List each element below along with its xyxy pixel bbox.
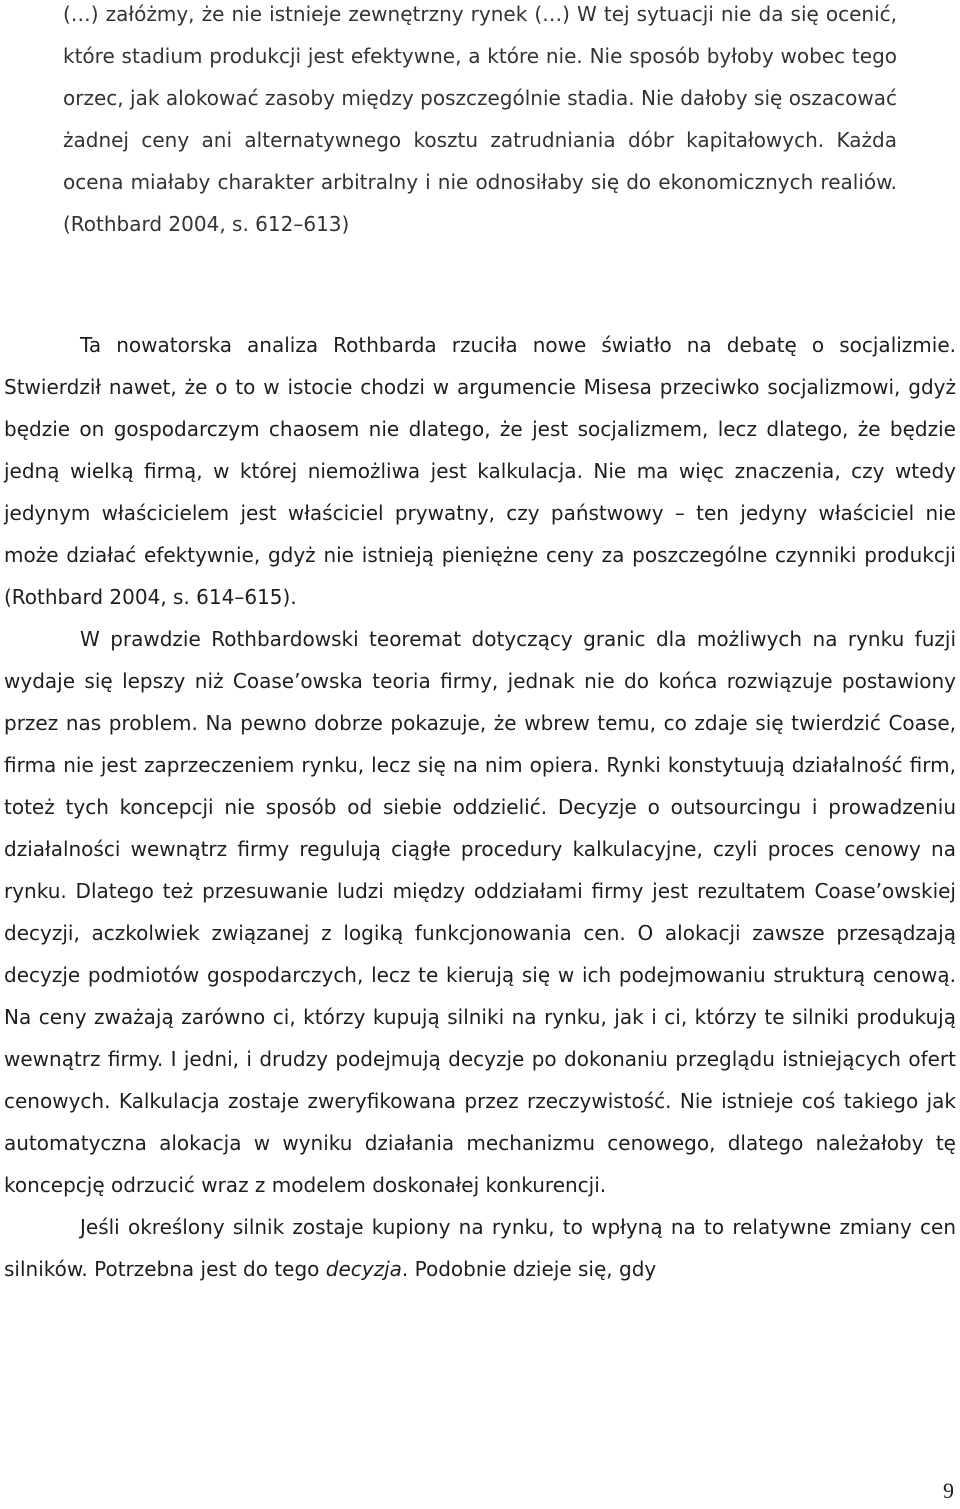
paragraph-3 bbox=[4, 1206, 956, 1290]
paragraph-1: Ta nowatorska analiza Rothbarda rzuciła nowe światło na debatę o socjalizmie. Stwierdził nawet, że o to w istocie chodzi w argumencie Misesa przeciwko socjalizmowi, gdyż będzie on gospodarczym chaosem nie dlatego, że jest socjalizmem, lecz dlatego, że będzie jedną wielką firmą, w której niemożliwa jest kalkulacja. Nie ma więc znaczenia, czy wtedy jedynym właścicielem jest właściciel prywatny, czy państwowy – ten jedyny właściciel nie może działać efektywnie, gdyż nie istnieją pieniężne ceny za poszczególne czynniki produkcji (Rothbard 2004, s. 614–615). bbox=[4, 333, 956, 609]
paragraph-2: W prawdzie Rothbardowski teoremat dotyczący granic dla możliwych na rynku fuzji wydaje się lepszy niż Coase’owska teoria firmy, jednak nie do końca rozwiązuje postawiony przez nas problem. Na pewno dobrze pokazuje, że wbrew temu, co zdaje się twierdzić Coase, firma nie jest zaprzeczeniem rynku, lecz się na nim opiera. Rynki konstytuują działalność firm, toteż tych koncepcji nie sposób od siebie oddzielić. Decyzje o outsourcingu i prowadzeniu działalności wewnątrz firmy regulują ciągłe procedury kalkulacyjne, czyli proces cenowy na rynku. Dlatego też przesuwanie ludzi między oddziałami firmy jest rezultatem Coase’owskiej decyzji, aczkolwiek związanej z logiką funkcjonowania cen. O alokacji zawsze przesądzają decyzje podmiotów gospodarczych, lecz te kierują się w ich podejmowaniu strukturą cenową. Na ceny zważają zarówno ci, którzy kupują silniki na rynku, jak i ci, którzy te silniki produkują wewnątrz firmy. I jedni, i drudzy podejmują decyzje po dokonaniu przeglądu istniejących ofert cenowych. Kalkulacja zostaje zweryfikowana przez rzeczywistość. Nie istnieje coś takiego jak automatyczna alokacja w wyniku działania mechanizmu cenowego, dlatego należałoby tę koncepcję odrzucić wraz z modelem doskonałej konkurencji. bbox=[4, 627, 956, 1197]
paragraph-3-text-end: . Podobnie dzieje się, gdy bbox=[401, 1257, 657, 1281]
block-quote: (…) załóżmy, że nie istnieje zewnętrzny rynek (…) W tej sytuacji nie da się ocenić, które stadium produkcji jest efektywne, a które nie. Nie sposób byłoby wobec tego orzec, jak alokować zasoby między poszczególnie stadia. Nie dałoby się oszacować żadnej ceny ani alternatywnego kosztu zatrudniania dóbr kapitałowych. Każda ocena miałaby charakter arbitralny i nie odnosiłaby się do ekonomicznych realiów. (Rothbard 2004, s. 612–613) bbox=[63, 2, 897, 236]
page-number: 9 bbox=[943, 1478, 954, 1503]
body-text bbox=[4, 324, 956, 1290]
paragraph-3-emphasis: decyzja bbox=[325, 1257, 402, 1281]
paragraph-3-text-start: Jeśli określony silnik zostaje kupiony na rynku, to wpłyną na to relatywne zmiany cen silników. Potrzebna jest do tego bbox=[4, 1215, 956, 1281]
